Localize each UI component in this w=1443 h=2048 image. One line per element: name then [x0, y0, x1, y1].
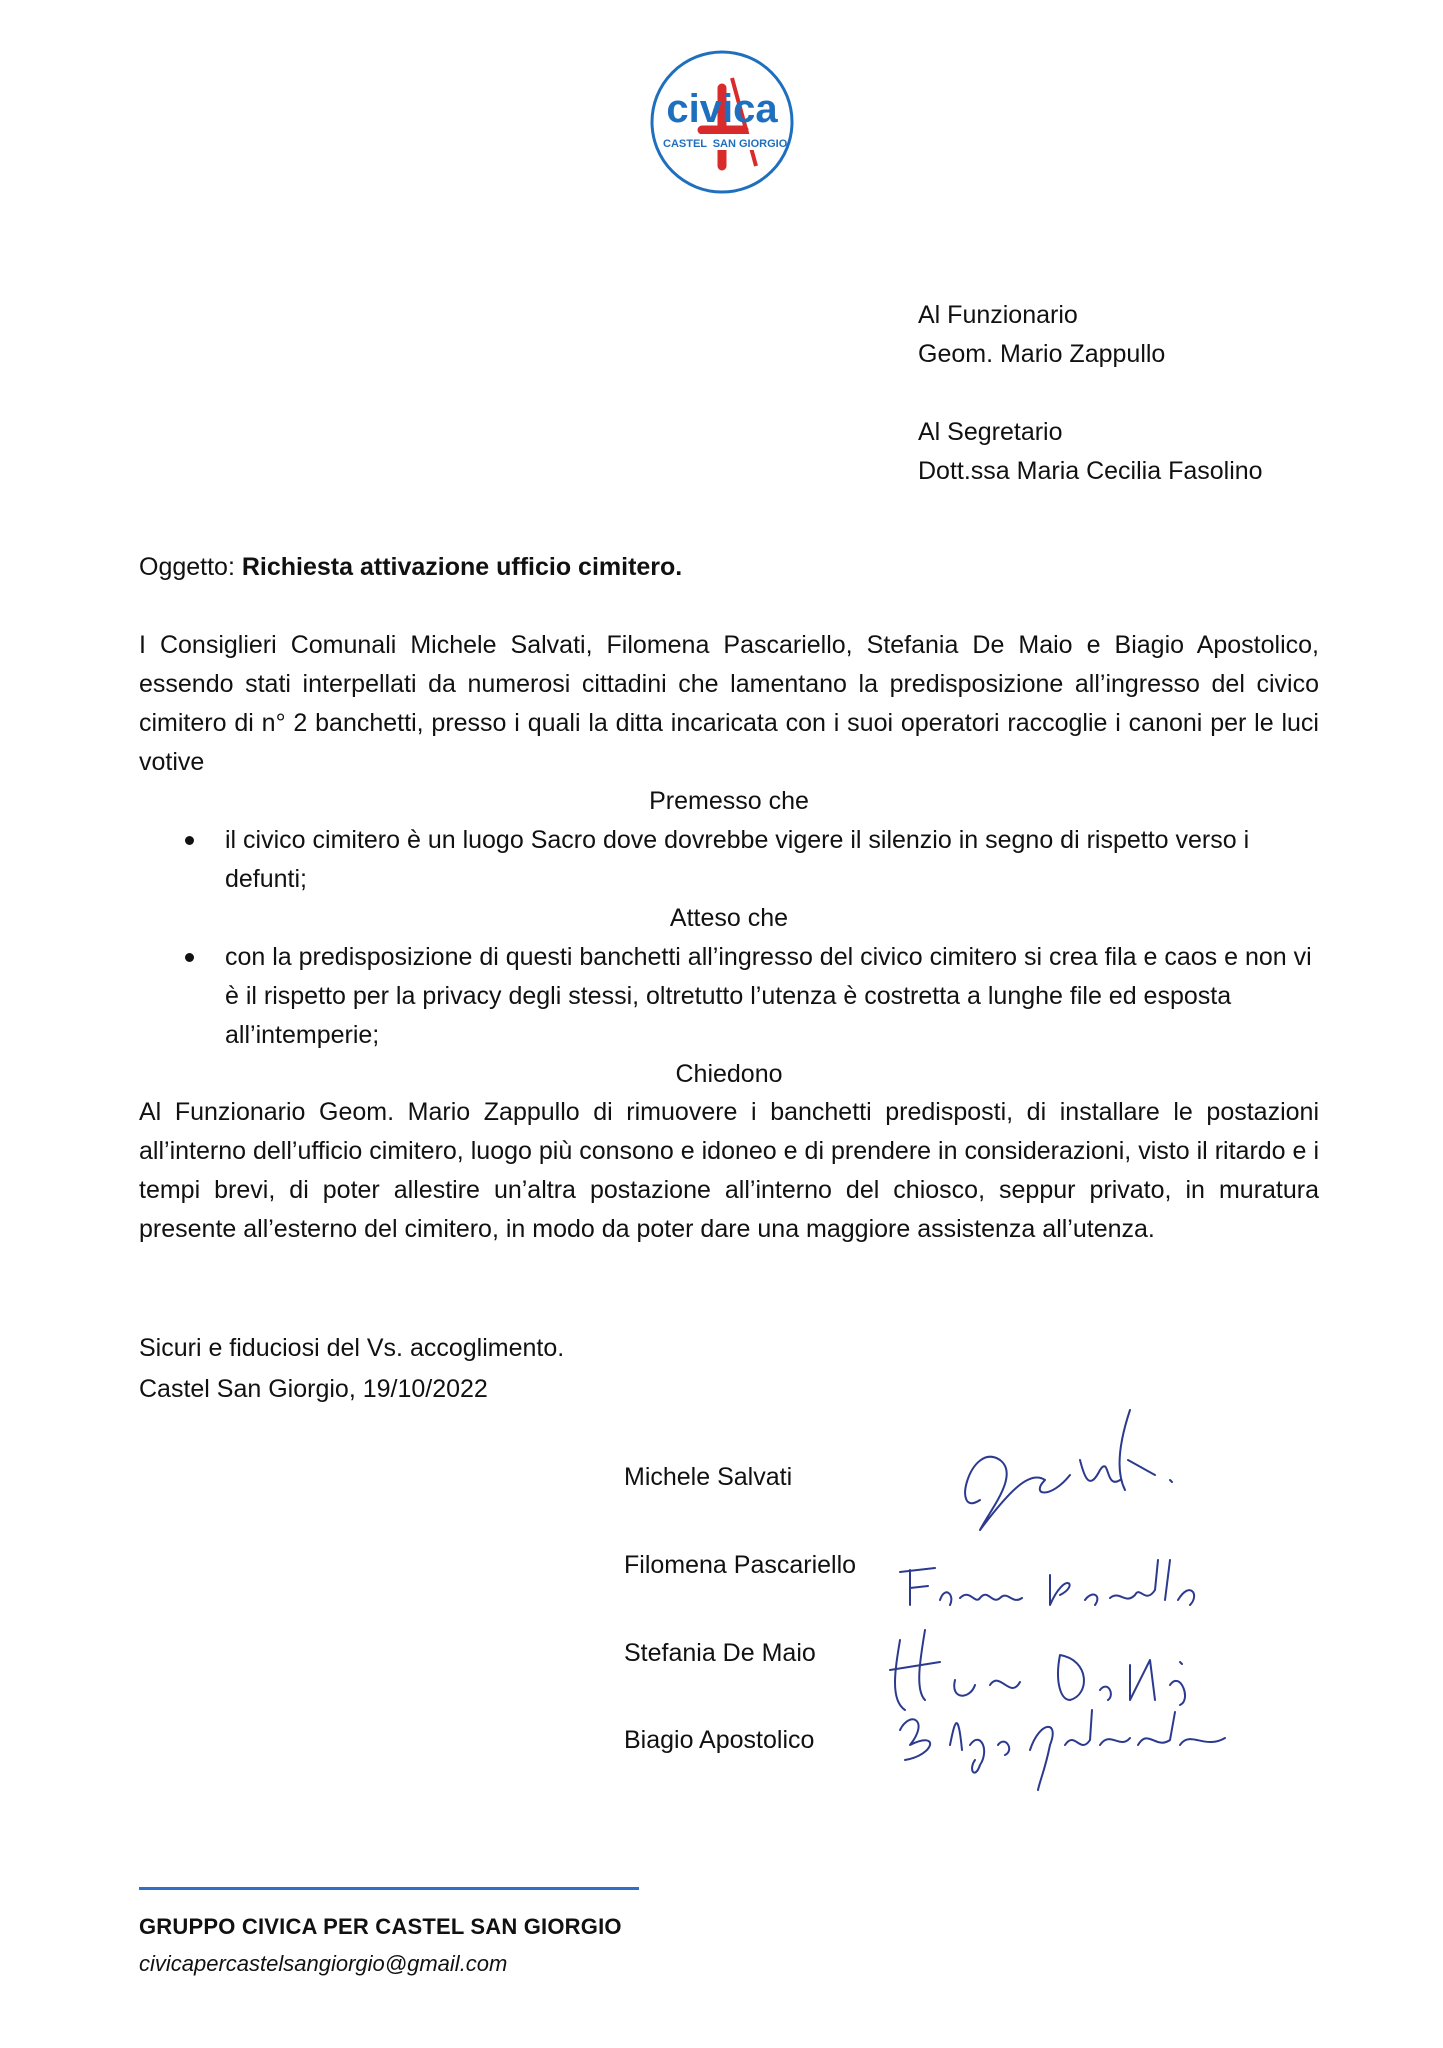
civica-logo — [648, 48, 796, 196]
recipient-2-name: Dott.ssa Maria Cecilia Fasolino — [918, 457, 1263, 485]
atteso-bullet-text: con la predisposizione di questi banchetti all’ingresso del civico cimitero si crea fila e caos e non vi è il rispetto per la privacy degli stessi, oltretutto l’utenza è costretta a lunghe file ed esposta all’intemperie; — [225, 943, 1312, 1049]
intro-paragraph: I Consiglieri Comunali Michele Salvati, Filomena Pascariello, Stefania De Maio e Biagio Apostolico, essendo stati interpellati da numerosi cittadini che lamentano la predisposizione all’ingresso del civico cimitero di n° 2 banchetti, presso i quali la ditta incaricata con i suoi operatori raccoglie i canoni per le luci votive — [139, 631, 1319, 776]
closing-line: Sicuri e fiduciosi del Vs. accoglimento. — [139, 1334, 565, 1362]
signer-name: Michele Salvati — [624, 1463, 793, 1491]
chiedono-heading: Chiedono — [675, 1060, 783, 1088]
handwritten-signatures — [880, 1400, 1240, 1800]
subject-label: Oggetto: — [139, 553, 235, 581]
premesso-heading: Premesso che — [649, 787, 809, 815]
subject-line — [139, 548, 1319, 587]
recipient-1-name: Geom. Mario Zappullo — [918, 340, 1166, 368]
bullet-icon — [185, 836, 194, 845]
place-date: Castel San Giorgio, 19/10/2022 — [139, 1375, 488, 1403]
recipients-block — [918, 296, 1263, 491]
signer-name: Filomena Pascariello — [624, 1551, 857, 1579]
subject-text: Richiesta attivazione ufficio cimitero. — [241, 553, 683, 581]
atteso-bullet — [139, 938, 1319, 1055]
svg-text:civica: civica — [666, 87, 778, 131]
atteso-heading: Atteso che — [669, 904, 789, 932]
signer-name: Biagio Apostolico — [624, 1726, 815, 1754]
svg-text:CASTEL: CASTEL — [663, 138, 707, 150]
recipient-1-title: Al Funzionario — [918, 301, 1078, 329]
recipient-2-title: Al Segretario — [918, 418, 1063, 446]
premesso-bullet-text: il civico cimitero è un luogo Sacro dove dovrebbe vigere il silenzio in segno di rispetto verso i defunti; — [225, 826, 1250, 893]
premesso-bullet — [139, 821, 1319, 899]
bullet-icon — [185, 953, 194, 962]
footer-email: civicapercastelsangiorgio@gmail.com — [139, 1951, 508, 1976]
footer-divider — [139, 1887, 639, 1890]
svg-text:SAN GIORGIO: SAN GIORGIO — [712, 138, 788, 150]
signer-name: Stefania De Maio — [624, 1639, 816, 1667]
request-paragraph: Al Funzionario Geom. Mario Zappullo di rimuovere i banchetti predisposti, di installare le postazioni all’interno dell’ufficio cimitero, luogo più consono e idoneo e di prendere in considerazioni, visto il ritardo e i tempi brevi, di poter allestire un’altra postazione all’interno del chiosco, seppur privato, in muratura presente all’esterno del cimitero, in modo da poter dare una maggiore assistenza all’utenza. — [139, 1098, 1319, 1243]
footer-group-name: GRUPPO CIVICA PER CASTEL SAN GIORGIO — [139, 1914, 622, 1939]
